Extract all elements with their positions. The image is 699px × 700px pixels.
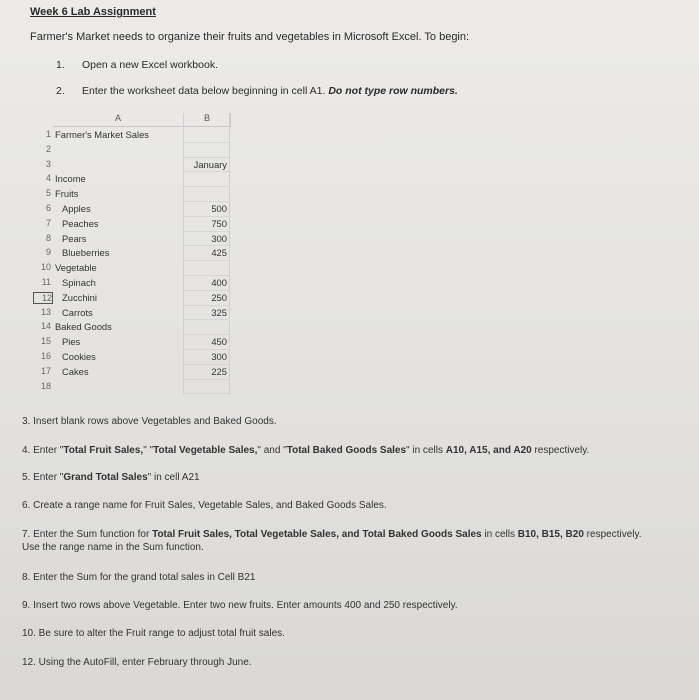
instruction-4 [22,445,589,456]
row-number: 5 [45,188,51,199]
instruction-7-text: respectively. [583,529,642,540]
instruction-4-bold: Total Vegetable Sales, [153,445,258,456]
step-2 [56,85,458,97]
cell-b: 500 [211,203,227,214]
instruction-4-text: 4. Enter " [22,445,64,456]
cell-a: Pears [62,232,87,244]
cell-a: Cookies [62,351,96,362]
row-number: 2 [45,143,51,154]
instruction-5 [22,472,200,483]
column-header-b: B [183,113,231,127]
instruction-9: 9. Insert two rows above Vegetable. Enter two new fruits. Enter amounts 400 and 250 respectively. [22,600,458,611]
row-number: 11 [41,277,51,287]
step-2-number: 2. [56,85,65,97]
row-number: 4 [45,173,51,184]
row-number: 6 [45,203,51,213]
column-header-a: A [53,113,183,127]
instruction-10: 10. Be sure to alter the Fruit range to adjust total fruit sales. [22,628,285,639]
grid-line [183,393,229,394]
cell-a: Vegetable [55,262,97,274]
row-number: 12 [33,292,53,304]
instruction-5-text: 5. Enter " [22,472,64,483]
row-number: 13 [40,306,51,317]
instruction-7-bold: Total Fruit Sales, Total Vegetable Sales, and Total Baked Goods Sales [152,529,482,540]
row-number: 10 [40,262,51,273]
instruction-4-bold: Total Fruit Sales, [63,445,144,456]
instruction-3: 3. Insert blank rows above Vegetables and Baked Goods. [22,416,277,427]
column-border [229,113,230,395]
step-2-emphasis: Do not type row numbers. [328,85,458,97]
row-number: 18 [40,380,51,391]
grid-line [183,275,229,276]
cell-a: Fruits [55,188,79,200]
instruction-4-bold: Total Baked Goods Sales [286,445,407,456]
cell-b: 750 [211,217,227,229]
grid-line [183,245,229,246]
instruction-5-text: " in cell [147,472,182,483]
cell-b: 225 [211,365,227,377]
row-number: 15 [40,336,51,347]
grid-line [183,216,229,217]
assignment-title: Week 6 Lab Assignment [30,6,156,18]
instruction-5-text: A21 [181,472,200,483]
grid-line [183,349,229,350]
instruction-4-bold: A10, A15, and A20 [445,445,532,456]
row-number: 7 [45,217,51,228]
instruction-7-text: in cells [481,529,518,540]
cell-b: 450 [211,336,227,348]
cell-a: Carrots [62,306,93,318]
step-2-text: Enter the worksheet data below beginning in cell A1. [82,85,329,97]
cell-b: 300 [211,232,227,244]
instruction-8-text: B21 [237,572,256,583]
row-number: 14 [40,321,51,332]
cell-a: Baked Goods [55,321,112,333]
intro-text: Farmer's Market needs to organize their fruits and vegetables in Microsoft Excel. To begin: [30,31,470,43]
instruction-7-text: 7. Enter the Sum function for [22,529,153,540]
instruction-8-text: 8. Enter the Sum for the grand total sales in Cell [22,572,238,583]
instruction-4-text: " in cells [406,445,446,456]
cell-a: Pies [62,336,81,348]
cell-b: 325 [211,306,227,318]
grid-line [183,171,229,172]
cell-a: Zucchini [62,291,97,303]
cell-a: Income [55,173,86,185]
cell-a: Farmer's Market Sales [55,129,149,140]
step-1-text: Open a new Excel workbook. [82,59,218,71]
instruction-12: 12. Using the AutoFill, enter February through June. [22,657,252,668]
row-number: 9 [45,247,51,258]
cell-b: 400 [211,277,227,288]
instruction-4-text: respectively. [531,445,590,456]
row-number: 3 [45,158,51,169]
grid-line [183,231,229,232]
instruction-6: 6. Create a range name for Fruit Sales, Vegetable Sales, and Baked Goods Sales. [22,500,387,511]
cell-a: Spinach [62,277,96,288]
grid-line [183,186,229,187]
column-border [183,113,184,395]
grid-line [183,157,229,158]
instruction-8 [22,572,255,583]
cell-a: Blueberries [62,247,110,259]
cell-a: Apples [62,203,91,214]
instruction-7-bold: B10, B15, B20 [517,529,584,540]
row-number: 8 [45,232,51,243]
step-1 [56,59,218,71]
step-1-number: 1. [56,59,65,71]
cell-a: Peaches [62,217,99,229]
grid-line [183,290,229,291]
grid-line [183,305,229,306]
cell-b: January [193,158,227,170]
row-number: 17 [40,365,51,376]
instruction-4-text: " and " [257,445,287,456]
grid-line [183,364,229,365]
grid-line [183,379,229,380]
cell-b: 425 [211,247,227,259]
grid-line [183,319,229,320]
instruction-7 [22,528,692,554]
row-number: 16 [40,351,51,361]
row-number: 1 [45,129,51,139]
grid-line [183,201,229,202]
cell-b: 300 [211,351,227,362]
grid-line [183,334,229,335]
grid-line [183,142,229,143]
instruction-7-line2: Use the range name in the Sum function. [22,542,204,553]
instruction-4-text: " " [143,445,154,456]
cell-a: Cakes [62,365,89,377]
cell-b: 250 [211,291,227,303]
instruction-5-bold: Grand Total Sales [63,472,148,483]
grid-line [183,260,229,261]
